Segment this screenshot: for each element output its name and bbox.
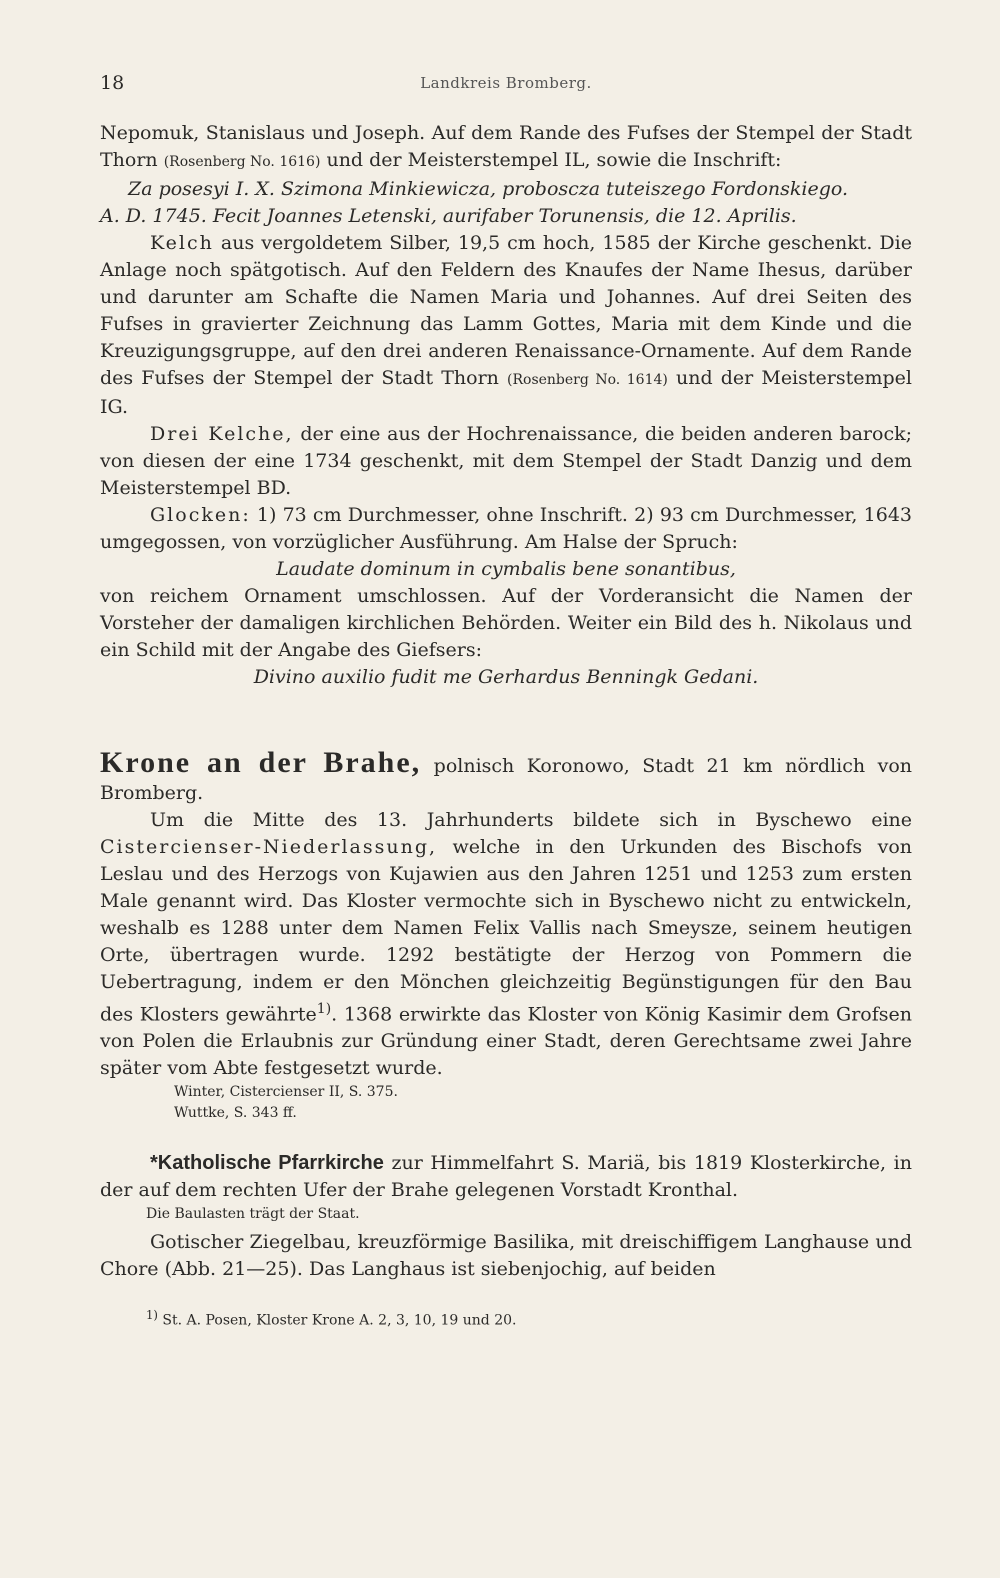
inscription-line: A. D. 1745. Fecit Joannes Letenski, aurifaber Torunensis, die 12. Aprilis. (100, 205, 797, 227)
church-note: Die Baulasten trägt der Staat. (146, 1206, 360, 1223)
paragraph-ornament: von reichem Ornament umschlossen. Auf der Vorderansicht die Namen der Vorsteher der damaligen kirchlichen Behörden. Weiter ein Bild des h. Nikolaus und ein Schild mit der Angabe des Giefsers: (100, 585, 912, 661)
church-heading (100, 1150, 912, 1204)
church-title: *Katholische Pfarrkirche (150, 1152, 384, 1175)
spaced-term: Kelch (150, 232, 214, 254)
footnote-ref: 1) (316, 1001, 332, 1017)
paragraph-glocken (100, 502, 912, 556)
paragraph-text: und der Meisterstempel IL, sowie die Inschrift: (320, 149, 782, 171)
paragraph-stempel (100, 120, 912, 176)
paragraph-text: der eine aus der Hochrenaissance, die beiden anderen barock; von diesen der eine 1734 geschenkt, mit dem Stempel der Stadt Danzig und dem Meisterstempel BD. (100, 423, 912, 499)
page-number: 18 (100, 72, 125, 94)
footnote-mark: 1) (146, 1308, 158, 1323)
paragraph-history (100, 807, 912, 1082)
bell-inscription: Laudate dominum in cymbalis bene sonantibus, (276, 558, 736, 580)
paragraph-text: aus vergoldetem Silber, 19,5 cm hoch, 1585 der Kirche geschenkt. Die Anlage noch spätgotisch. Auf den Feldern des Knaufes der Name Ihesus, darüber und darunter am Schafte die Namen Maria und Johannes. Auf drei Seiten des Fufses in gravierter Zeichnung das Lamm Gottes, Maria mit dem Kinde und die Kreuzigungsgruppe, auf den drei anderen Renaissance-Ornamente. Auf dem Rande des Fufses der Stempel der Stadt Thorn (100, 232, 912, 389)
page-header (100, 72, 912, 102)
footnote-text: St. A. Posen, Kloster Krone A. 2, 3, 10, 19 und 20. (157, 1312, 517, 1329)
paragraph-kelch (100, 230, 912, 421)
page-body (100, 120, 912, 1332)
place-title: Krone an der Brahe, (100, 746, 422, 779)
running-head: Landkreis Bromberg. (420, 74, 592, 92)
place-subtitle: polnisch Koronowo, Stadt 21 km nördlich von Bromberg. (100, 755, 912, 804)
spaced-term: Drei Kelche, (150, 423, 294, 445)
paragraph-drei-kelche (100, 421, 912, 502)
paragraph-text: . 1368 erwirkte das Kloster von König Kasimir dem Grofsen von Polen die Erlaubnis zur Gründung einer Stadt, deren Gerechtsame zwei Jahre später vom Abte festgesetzt wurde. (100, 1003, 912, 1080)
paragraph-text: und der Meisterstempel IG. (100, 367, 912, 418)
rosenberg-reference: (Rosenberg No. 1616) (163, 154, 321, 170)
paragraph-text: welche in den Urkunden des Bischofs von Leslau und des Herzogs von Kujawien aus den Jahren 1251 und 1253 zum ersten Male genannt wird. Das Kloster vermochte sich in Byschewo nicht zu entwickeln, weshalb es 1288 unter dem Namen Felix Vallis nach Smeysze, seinem heutigen Orte, übertragen wurde. 1292 bestätigte der Herzog von Pommern die Uebertragung, indem er den Mönchen gleichzeitig Begünstigungen für den Bau des Klosters gewährte (100, 836, 912, 1026)
spaced-term: Cistercienser-Niederlassung, (100, 836, 438, 858)
reference-line: Wuttke, S. 343 ff. (174, 1105, 297, 1122)
paragraph-text: 1) 73 cm Durchmesser, ohne Inschrift. 2) 93 cm Durchmesser, 1643 umgegossen, von vorzüglicher Ausführung. Am Halse der Spruch: (100, 504, 912, 553)
paragraph-text: Um die Mitte des 13. Jahrhunderts bildete sich in Byschewo eine (150, 809, 912, 831)
rosenberg-reference: (Rosenberg No. 1614) (507, 372, 668, 388)
footnote (146, 1305, 912, 1332)
founder-inscription: Divino auxilio fudit me Gerhardus Benningk Gedani. (253, 666, 759, 688)
spaced-term: Glocken: (150, 504, 251, 526)
section-heading (100, 746, 912, 807)
church-description: zur Himmelfahrt S. Mariä, bis 1819 Klosterkirche, in der auf dem rechten Ufer der Brahe gelegenen Vorstadt Kronthal. (100, 1152, 912, 1202)
paragraph-building: Gotischer Ziegelbau, kreuzförmige Basilika, mit dreischiffigem Langhause und Chore (Abb. 21—25). Das Langhaus ist siebenjochig, auf beiden (100, 1231, 912, 1281)
inscription-line: Za posesyi I. X. Szimona Minkiewicza, proboscza tuteiszego Fordonskiego. (128, 178, 849, 200)
paragraph-text: Nepomuk, Stanislaus und Joseph. Auf dem Rande des Fufses der Stempel der Stadt Thorn (100, 122, 912, 171)
reference-line: Winter, Cistercienser II, S. 375. (174, 1084, 398, 1101)
